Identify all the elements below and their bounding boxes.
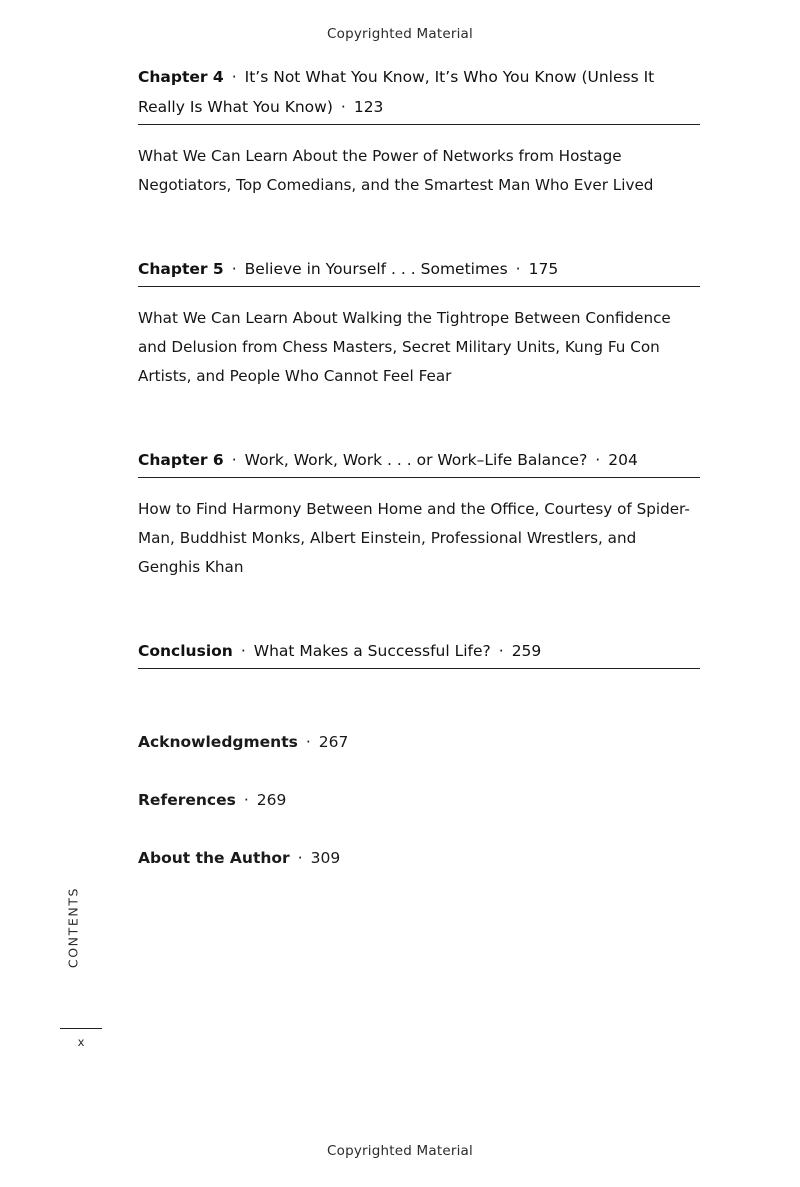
toc-entry-title: It’s Not What You Know, It’s Who You Know (Unless It Really Is What You Know): [138, 68, 655, 116]
toc-entry-description: How to Find Harmony Between Home and the Office, Courtesy of Spider-Man, Buddhist Monks, Albert Einstein, Professional Wrestlers, and Genghis Khan: [138, 500, 690, 576]
toc-entry-heading: [138, 445, 700, 478]
toc-entry-title: Believe in Yourself . . . Sometimes: [244, 260, 508, 278]
toc-entry-page-number: 269: [256, 791, 287, 809]
toc-entry-page-number: 259: [511, 642, 542, 660]
toc-separator: ·: [595, 451, 601, 469]
toc-entry-description: What We Can Learn About Walking the Tightrope Between Confidence and Delusion from Chess Masters, Secret Military Units, Kung Fu Con Artists, and People Who Cannot Feel Fear: [138, 309, 671, 385]
toc-separator: ·: [498, 642, 504, 660]
toc-entry-label: Acknowledgments: [138, 733, 298, 751]
toc-entry-page-number: 123: [353, 98, 384, 116]
toc-separator: ·: [240, 642, 246, 660]
page-number: x: [77, 1035, 85, 1050]
toc-separator: ·: [231, 68, 237, 86]
toc-entry-label: References: [138, 791, 236, 809]
running-head: [62, 886, 84, 1030]
toc-entry-label: Chapter 5: [138, 260, 224, 278]
toc-entry-title: Work, Work, Work . . . or Work–Life Balance?: [244, 451, 588, 469]
contents-list: [138, 62, 700, 901]
toc-entry-chapter-6: [138, 445, 700, 582]
toc-entry-heading: [138, 62, 700, 125]
toc-separator: ·: [243, 791, 249, 809]
folio-rule: [60, 1028, 102, 1029]
copyright-notice-top: Copyrighted Material: [327, 26, 473, 42]
running-head-label: CONTENTS: [65, 886, 81, 969]
toc-separator: ·: [231, 260, 237, 278]
toc-entry-description: What We Can Learn About the Power of Networks from Hostage Negotiators, Top Comedians, and the Smartest Man Who Ever Lived: [138, 147, 654, 194]
spacer: [138, 669, 700, 727]
copyright-notice-bottom: Copyrighted Material: [327, 1143, 473, 1159]
toc-entry-label: Conclusion: [138, 642, 233, 660]
toc-entry-page-number: 204: [608, 451, 638, 469]
toc-entry-label: About the Author: [138, 849, 290, 867]
spacer: [138, 391, 700, 445]
spacer: [138, 582, 700, 636]
toc-entry-label: Chapter 6: [138, 451, 224, 469]
toc-separator: ·: [340, 98, 346, 116]
toc-entry-label: Chapter 4: [138, 68, 224, 86]
toc-entry-acknowledgments: [138, 727, 700, 757]
toc-entry-title: What Makes a Successful Life?: [253, 642, 491, 660]
toc-entry-heading: [138, 254, 700, 287]
toc-entry-conclusion: [138, 636, 700, 669]
toc-separator: ·: [305, 733, 311, 751]
toc-entry-page-number: 267: [318, 733, 349, 751]
toc-entry-references: [138, 785, 700, 815]
backmatter-list: [138, 727, 700, 873]
toc-separator: ·: [297, 849, 303, 867]
toc-separator: ·: [231, 451, 237, 469]
toc-entry-page-number: 175: [528, 260, 559, 278]
toc-entry-chapter-5: [138, 254, 700, 391]
toc-entry-page-number: 309: [310, 849, 341, 867]
toc-entry-chapter-4: [138, 62, 700, 200]
toc-entry-heading: [138, 636, 700, 669]
spacer: [138, 200, 700, 254]
toc-separator: ·: [515, 260, 521, 278]
toc-entry-about-the-author: [138, 843, 700, 873]
folio-block: [60, 1028, 102, 1049]
